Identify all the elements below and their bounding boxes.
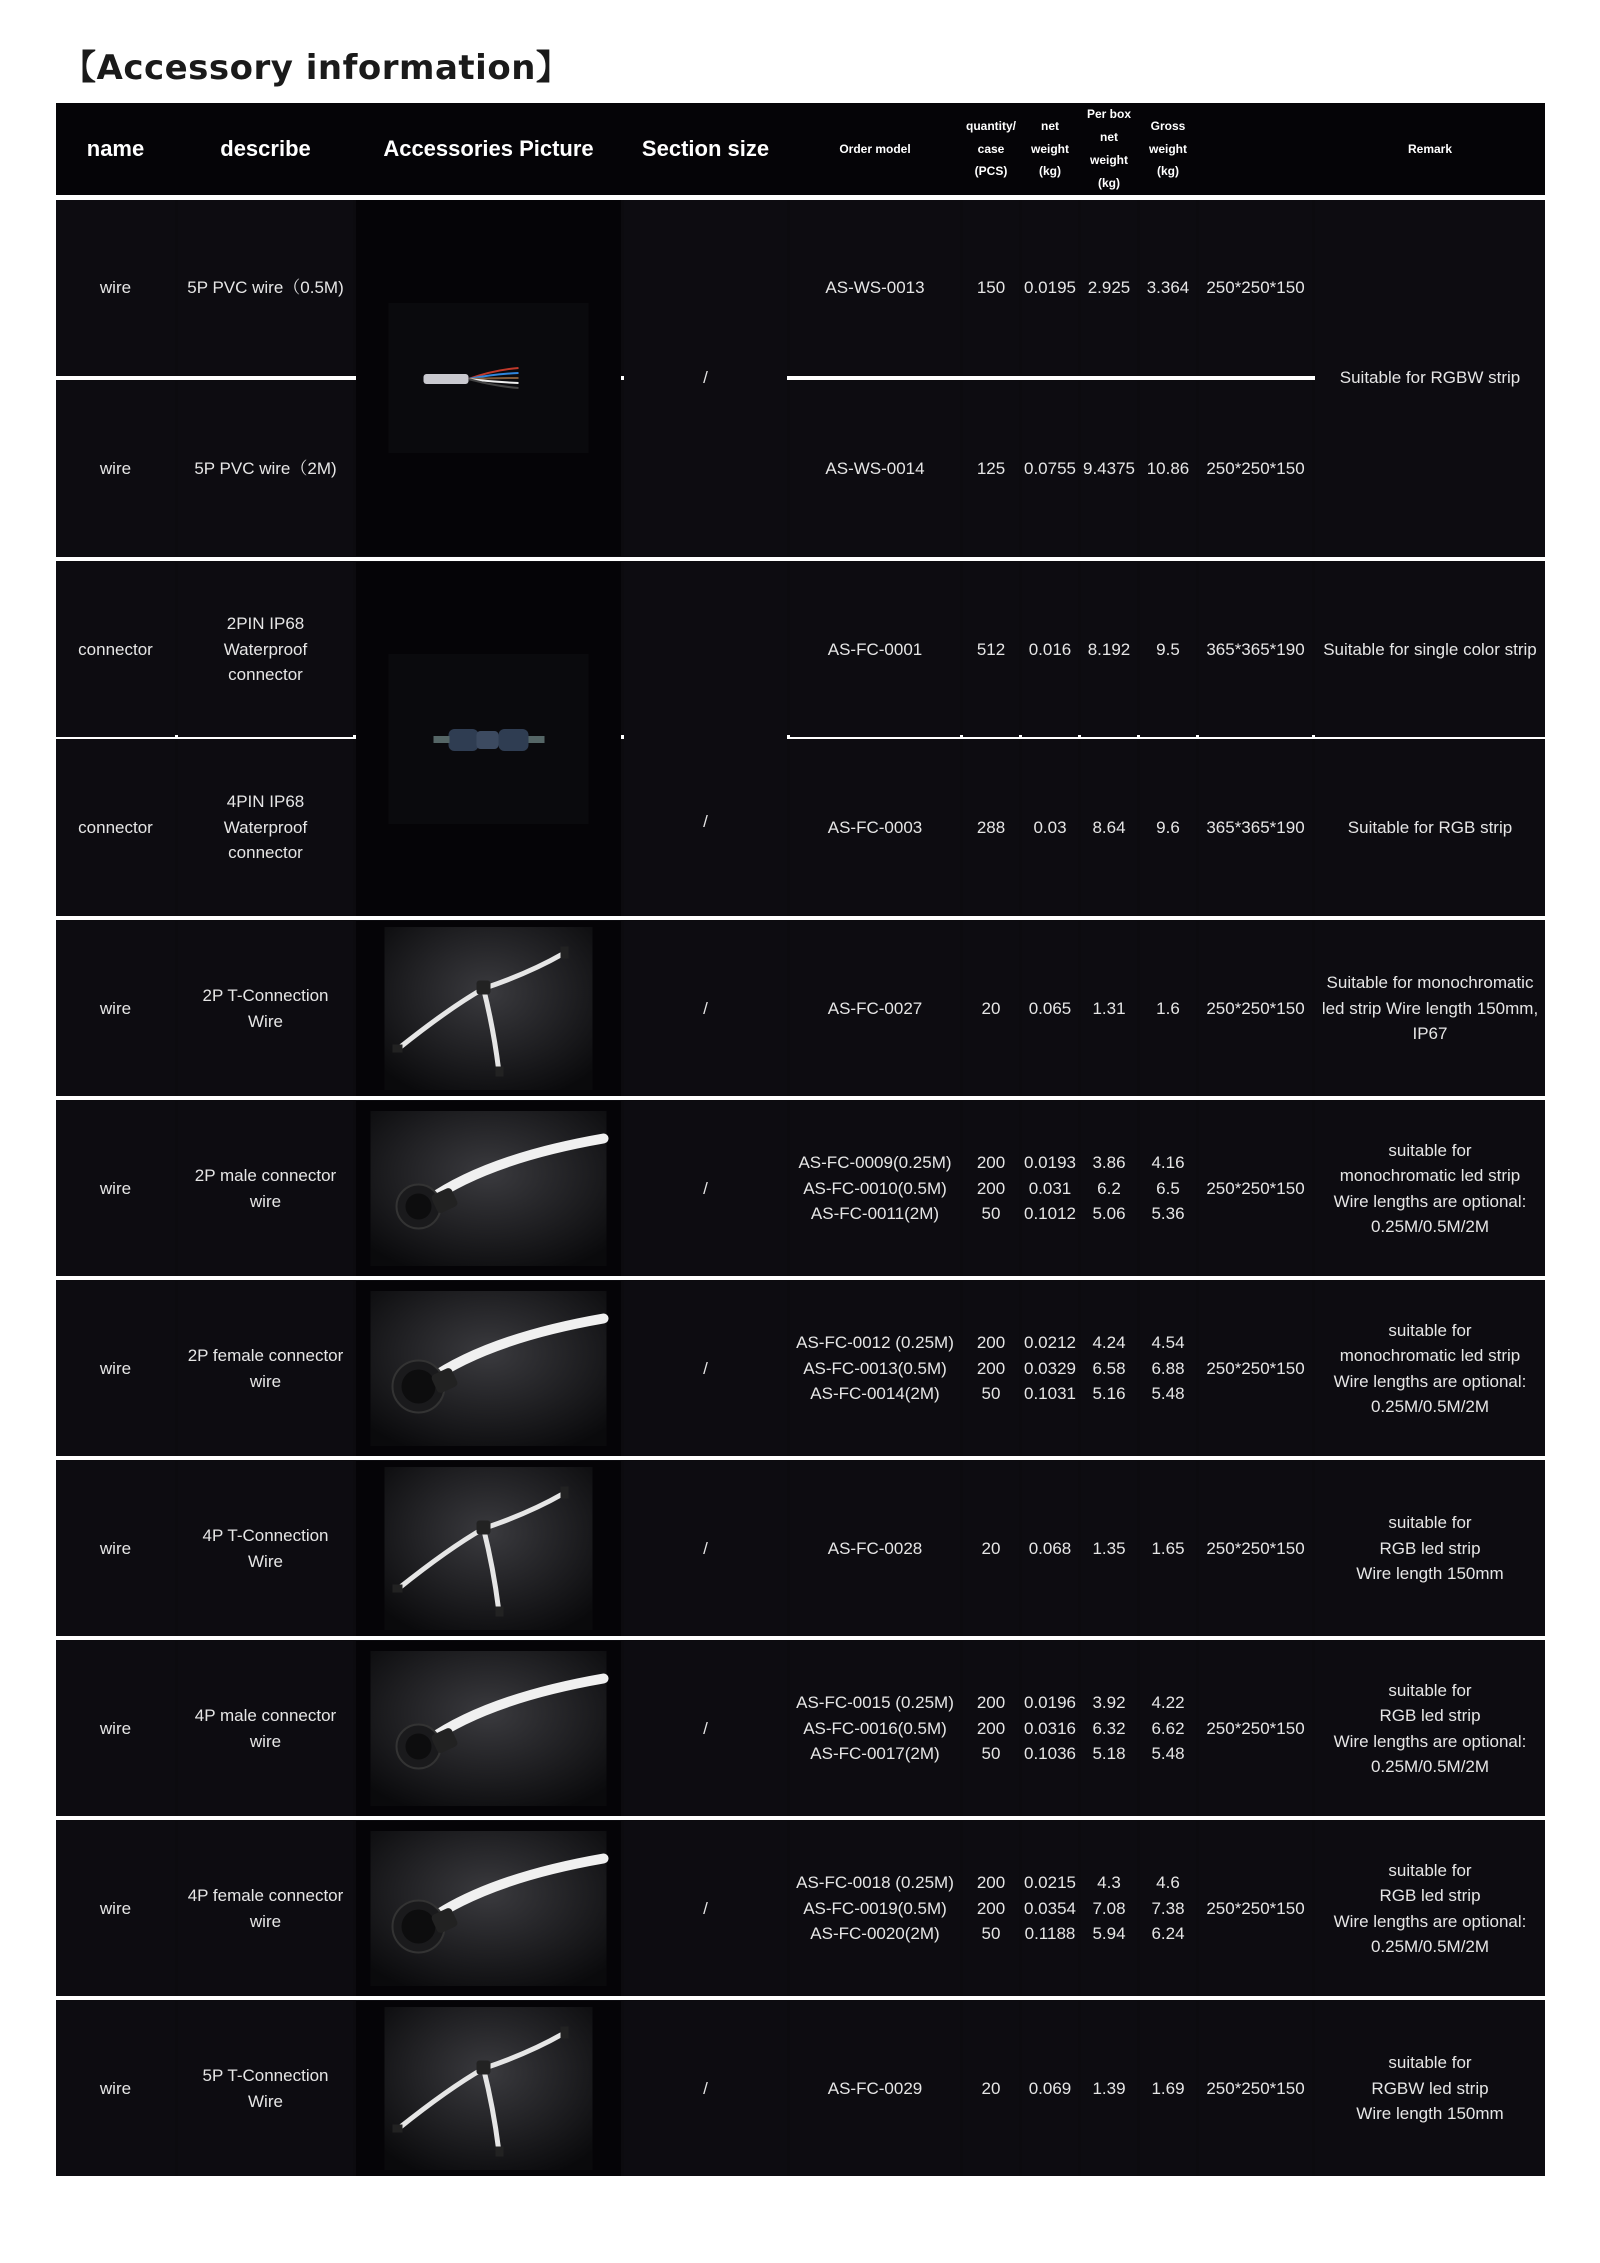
cell-size: 250*250*150 [1199,1641,1312,1816]
cell-describe: 5P T-Connection Wire [178,2001,353,2176]
cell-gross: 1.69 [1140,2001,1196,2176]
male-connector-wire-photo [356,1101,621,1276]
female-connector-wire-photo [356,1821,621,1996]
cell-size: 250*250*150 [1199,1821,1312,1996]
cell-gross: 1.6 [1140,921,1196,1096]
cell-name: wire [56,1821,175,1996]
cell-perbox: 4.3 7.08 5.94 [1081,1821,1137,1996]
cell-remark: Suitable for RGB strip [1315,740,1545,915]
cell-remark: suitable for RGB led strip Wire length 150mm [1315,1461,1545,1636]
cell-section: / [624,2001,787,2176]
row-divider [56,1276,1545,1280]
cell-net: 0.0215 0.0354 0.1188 [1022,1821,1078,1996]
cell-net: 0.0193 0.031 0.1012 [1022,1101,1078,1276]
header-picture: Accessories Picture [383,136,594,161]
cell-describe: 4P female connector wire [178,1821,353,1996]
cell-name: wire [56,1461,175,1636]
cell-qty: 20 [963,921,1019,1096]
cell-qty: 200 200 50 [963,1641,1019,1816]
female-connector-wire-photo [356,1281,621,1456]
cell-qty: 200 200 50 [963,1101,1019,1276]
cell-name: wire [56,2001,175,2176]
cell-order: AS-FC-0018 (0.25M) AS-FC-0019(0.5M) AS-FC-0020(2M) [790,1821,960,1996]
row-divider [56,1096,1545,1100]
cell-size: 365*365*190 [1199,740,1312,915]
cell-describe: 2P female connector wire [178,1281,353,1456]
cell-gross: 4.6 7.38 6.24 [1140,1821,1196,1996]
header-qty: quantity/ case (PCS) [966,118,1016,179]
cell-net: 0.0196 0.0316 0.1036 [1022,1641,1078,1816]
header-size [1199,106,1312,192]
cell-name: wire [56,200,175,375]
cell-section: / [624,200,787,556]
cell-perbox: 3.92 6.32 5.18 [1081,1641,1137,1816]
cell-describe: 4P male connector wire [178,1641,353,1816]
cell-remark: suitable for RGB led strip Wire lengths are optional: 0.25M/0.5M/2M [1315,1821,1545,1996]
cell-perbox: 1.31 [1081,921,1137,1096]
cell-net: 0.0755 [1022,381,1078,556]
cell-order: AS-FC-0028 [790,1461,960,1636]
row-divider [56,557,1545,561]
cell-gross: 10.86 [1140,381,1196,556]
cell-perbox: 8.64 [1081,740,1137,915]
cell-name: connector [56,562,175,737]
header-remark: Remark [1407,141,1453,156]
cell-section: / [624,1821,787,1996]
cell-perbox: 2.925 [1081,200,1137,375]
cell-section: / [624,1281,787,1456]
cell-perbox: 1.35 [1081,1461,1137,1636]
cell-name: wire [56,1281,175,1456]
row-divider [56,2176,1545,2180]
cell-gross: 9.6 [1140,740,1196,915]
cell-gross: 1.65 [1140,1461,1196,1636]
cell-remark: Suitable for monochromatic led strip Wire length 150mm, IP67 [1315,921,1545,1096]
cell-net: 0.03 [1022,740,1078,915]
cell-size: 250*250*150 [1199,1461,1312,1636]
t-connection-wire-photo [356,2001,621,2176]
cell-section: / [624,1461,787,1636]
cell-describe: 2P male connector wire [178,1101,353,1276]
cell-remark: suitable for monochromatic led strip Wire lengths are optional: 0.25M/0.5M/2M [1315,1101,1545,1276]
cell-order: AS-WS-0013 [790,200,960,375]
cell-order: AS-FC-0027 [790,921,960,1096]
cell-name: wire [56,1641,175,1816]
cell-perbox: 8.192 [1081,562,1137,737]
cell-size: 250*250*150 [1199,381,1312,556]
header-order: Order model [839,141,911,156]
cell-perbox: 3.86 6.2 5.06 [1081,1101,1137,1276]
cell-describe: 2PIN IP68 Waterproof connector [178,562,353,737]
cell-section: / [624,562,787,916]
cell-section: / [624,921,787,1096]
page-title: 【Accessory information】 [62,48,571,88]
cell-qty: 512 [963,562,1019,737]
cell-order: AS-FC-0012 (0.25M) AS-FC-0013(0.5M) AS-FC-0014(2M) [790,1281,960,1456]
cell-size: 365*365*190 [1199,562,1312,737]
cell-gross: 3.364 [1140,200,1196,375]
row-divider [56,1816,1545,1820]
cell-gross: 9.5 [1140,562,1196,737]
cell-remark: suitable for monochromatic led strip Wire lengths are optional: 0.25M/0.5M/2M [1315,1281,1545,1456]
cell-qty: 20 [963,2001,1019,2176]
cell-perbox: 1.39 [1081,2001,1137,2176]
cell-size: 250*250*150 [1199,200,1312,375]
cell-size: 250*250*150 [1199,2001,1312,2176]
cell-section: / [624,1101,787,1276]
header-net: net weight (kg) [1031,118,1069,179]
cell-size: 250*250*150 [1199,1101,1312,1276]
cell-order: AS-WS-0014 [790,381,960,556]
cell-remark: suitable for RGB led strip Wire lengths are optional: 0.25M/0.5M/2M [1315,1641,1545,1816]
header-gross: Gross weight (kg) [1149,118,1187,179]
cell-qty: 150 [963,200,1019,375]
row-divider [56,1636,1545,1640]
cell-order: AS-FC-0003 [790,740,960,915]
cable-bundle-photo [356,200,621,556]
cell-remark: suitable for RGBW led strip Wire length 150mm [1315,2001,1545,2176]
cell-perbox: 4.24 6.58 5.16 [1081,1281,1137,1456]
cell-qty: 125 [963,381,1019,556]
cell-order: AS-FC-0029 [790,2001,960,2176]
cell-size: 250*250*150 [1199,1281,1312,1456]
cell-gross: 4.16 6.5 5.36 [1140,1101,1196,1276]
cell-perbox: 9.4375 [1081,381,1137,556]
cell-name: wire [56,1101,175,1276]
cell-order: AS-FC-0001 [790,562,960,737]
row-divider [56,1456,1545,1460]
cell-net: 0.016 [1022,562,1078,737]
t-connection-wire-photo [356,1461,621,1636]
cell-describe: 4P T-Connection Wire [178,1461,353,1636]
cell-gross: 4.22 6.62 5.48 [1140,1641,1196,1816]
cell-qty: 288 [963,740,1019,915]
cell-describe: 4PIN IP68 Waterproof connector [178,740,353,915]
cell-remark: Suitable for single color strip [1315,562,1545,737]
cell-describe: 5P PVC wire（0.5M) [178,200,353,375]
cell-qty: 200 200 50 [963,1281,1019,1456]
cell-net: 0.0212 0.0329 0.1031 [1022,1281,1078,1456]
cell-describe: 5P PVC wire（2M) [178,381,353,556]
cell-order: AS-FC-0009(0.25M) AS-FC-0010(0.5M) AS-FC-0011(2M) [790,1101,960,1276]
header-describe: describe [220,136,311,161]
cell-name: wire [56,381,175,556]
cell-qty: 200 200 50 [963,1821,1019,1996]
row-divider [56,1996,1545,2000]
cell-section: / [624,1641,787,1816]
cell-net: 0.068 [1022,1461,1078,1636]
header-perbox: Per box net weight (kg) [1086,107,1131,190]
cell-net: 0.069 [1022,2001,1078,2176]
cell-size: 250*250*150 [1199,921,1312,1096]
cell-name: connector [56,740,175,915]
t-connection-wire-photo [356,921,621,1096]
header-name: name [86,136,145,161]
row-divider [56,916,1545,920]
cell-gross: 4.54 6.88 5.48 [1140,1281,1196,1456]
cell-remark: Suitable for RGBW strip [1315,200,1545,556]
cell-net: 0.0195 [1022,200,1078,375]
cell-describe: 2P T-Connection Wire [178,921,353,1096]
male-connector-wire-photo [356,1641,621,1816]
cell-qty: 20 [963,1461,1019,1636]
cell-name: wire [56,921,175,1096]
cell-net: 0.065 [1022,921,1078,1096]
cell-order: AS-FC-0015 (0.25M) AS-FC-0016(0.5M) AS-FC-0017(2M) [790,1641,960,1816]
header-section: Section size [641,136,770,161]
waterproof-connector-photo [356,562,621,916]
